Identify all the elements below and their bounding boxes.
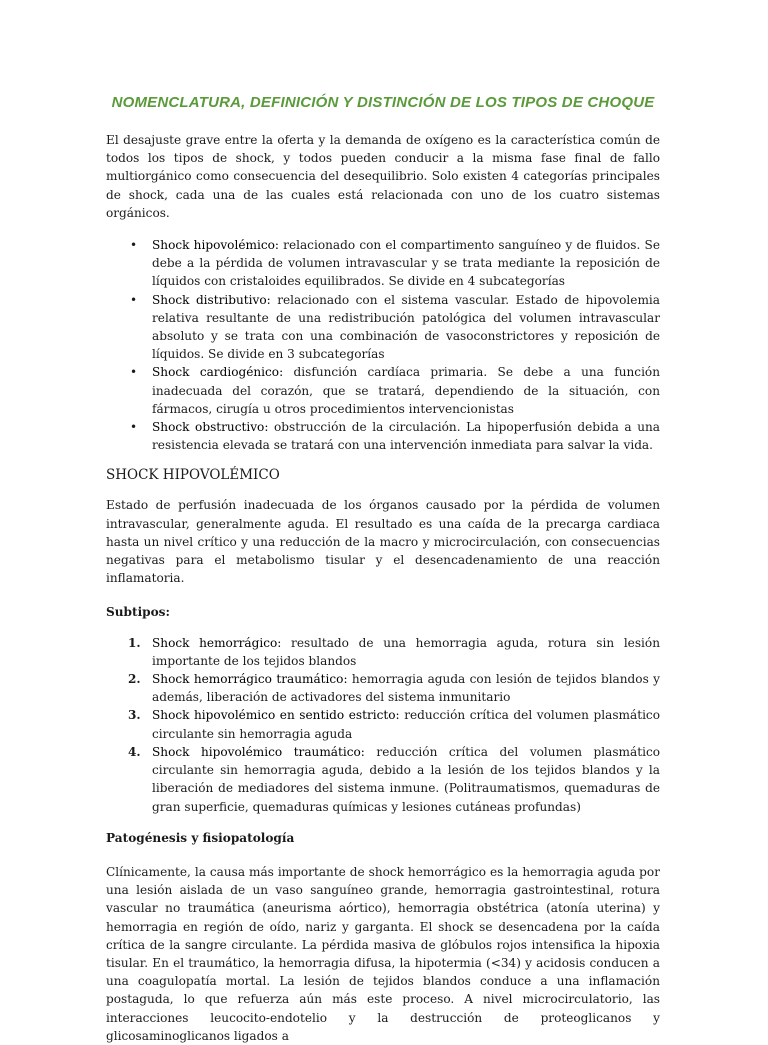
- section-paragraph: Estado de perfusión inadecuada de los órganos causado por la pérdida de volumen intravascular, generalmente aguda. El resultado es una caída de la precarga cardiaca hasta un nivel crítico y una reducción de la macro y microcirculación, con consecuencias negativas para el metabolismo tisular y el desencadenamiento de una reacción inflamatoria.: [106, 498, 660, 586]
- list-item-term: Shock hipovolémico traumático:: [152, 744, 365, 759]
- list-item-term: Shock obstructivo:: [152, 420, 269, 435]
- subtipos-label: Subtipos:: [106, 605, 170, 620]
- list-item-text: reducción crítica del volumen plasmático circulante sin hemorragia aguda: [152, 708, 660, 741]
- list-item-number: 3.: [128, 708, 141, 723]
- list-item: [128, 670, 660, 706]
- subtypes-list: [106, 634, 660, 816]
- list-item-text: relacionado con el compartimento sanguíneo y de fluidos. Se debe a la pérdida de volumen intravascular y se trata mediante la reposición de líquidos con cristaloides equilibrados. Se divide en 4 subcategorías: [152, 238, 660, 289]
- list-item-text: disfunción cardíaca primaria. Se debe a una función inadecuada del corazón, que se tratará, dependiendo de la situación, con fármacos, cirugía u otros procedimientos intervencionistas: [152, 365, 661, 416]
- section-heading: SHOCK HIPOVOLÉMICO: [106, 467, 280, 484]
- list-item: [128, 706, 660, 742]
- pathogenesis-paragraph: Clínicamente, la causa más importante de shock hemorrágico es la hemorragia aguda por una lesión aislada de un vaso sanguíneo grande, hemorragia gastrointestinal, rotura vascular no traumática (aneurisma aórtico), hemorragia obstétrica (atonía uterina) y hemorragia en región de oído, nariz y garganta. El shock se desencadena por la caída crítica de la sangre circulante. La pérdida masiva de glóbulos rojos intensifica la hipoxia tisular. En el traumático, la hemorragia difusa, la hipotermia (<34) y acidosis conducen a una coagulopatía mortal. La lesión de tejidos blandos conduce a una inflamación postaguda, lo que refuerza aún más este proceso. A nivel microcirculatorio, las interacciones leucocito-endotelio y la destrucción de proteoglicanos y glicosaminoglicanos ligados a: [106, 864, 660, 1043]
- list-item-text: hemorragia aguda con lesión de tejidos blandos y además, liberación de activadores del sistema inmunitario: [152, 672, 660, 705]
- bullet-icon: •: [130, 420, 138, 435]
- list-item-text: relacionado con el sistema vascular. Estado de hipovolemia relativa resultante de una redistribución patológica del volumen intravascular absoluto y se trata con una combinación de vasoconstrictores y reposición de líquidos. Se divide en 3 subcategorías: [152, 292, 660, 362]
- list-item-term: Shock hemorrágico traumático:: [152, 672, 348, 687]
- pathogenesis-heading: Patogénesis y fisiopatología: [106, 830, 295, 845]
- list-item-term: Shock distributivo:: [152, 292, 271, 307]
- list-item: [128, 743, 661, 816]
- bullet-icon: •: [130, 292, 138, 307]
- list-item-text: resultado de una hemorragia aguda, rotura sin lesión importante de los tejidos blandos: [152, 635, 660, 668]
- list-item: [130, 363, 661, 418]
- list-item-term: Shock hemorrágico:: [152, 635, 282, 650]
- list-item: [130, 236, 660, 291]
- intro-paragraph: El desajuste grave entre la oferta y la demanda de oxígeno es la característica común de todos los tipos de shock, y todos pueden conducir a la misma fase final de fallo multiorgánico como consecuencia del desequilibrio. Solo existen 4 categorías principales de shock, cada una de las cuales está relacionada con uno de los cuatro sistemas orgánicos.: [106, 133, 660, 220]
- list-item-number: 4.: [128, 744, 141, 759]
- list-item: [128, 634, 660, 670]
- list-item-text: obstrucción de la circulación. La hipoperfusión debida a una resistencia elevada se tratará con una intervención inmediata para salvar la vida.: [152, 420, 660, 453]
- list-item-term: Shock cardiogénico:: [152, 365, 284, 380]
- list-item-term: Shock hipovolémico:: [152, 238, 279, 253]
- list-item-term: Shock hipovolémico en sentido estricto:: [152, 708, 400, 723]
- list-item: [130, 418, 660, 454]
- document-title: NOMENCLATURA, DEFINICIÓN Y DISTINCIÓN DE LOS TIPOS DE CHOQUE: [111, 94, 655, 111]
- list-item: [130, 291, 660, 364]
- list-item-number: 1.: [128, 635, 141, 650]
- list-item-number: 2.: [128, 672, 141, 687]
- bullet-icon: •: [130, 238, 138, 253]
- shock-types-list: [106, 236, 660, 454]
- list-item-text: reducción crítica del volumen plasmático circulante sin hemorragia aguda, debido a la lesión de los tejidos blandos y la liberación de mediadores del sistema inmune. (Politraumatismos, quemaduras de gran superficie, quemaduras químicas y lesiones cutáneas profundas): [152, 744, 661, 814]
- bullet-icon: •: [130, 365, 138, 380]
